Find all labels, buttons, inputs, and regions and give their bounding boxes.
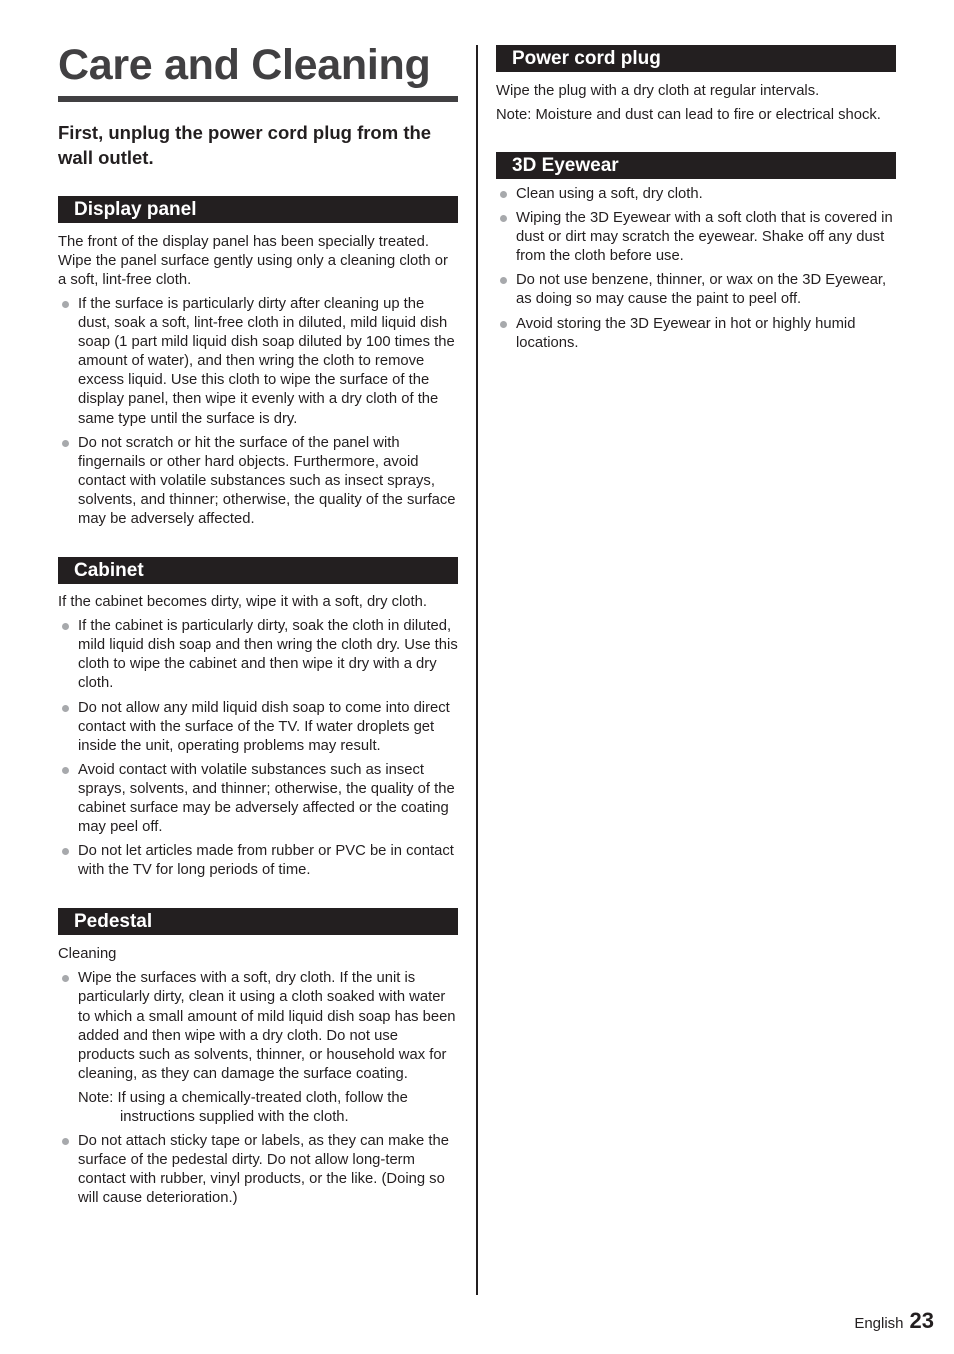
section-heading-3d-eyewear: 3D Eyewear — [496, 152, 896, 179]
bullet-icon — [62, 705, 69, 712]
footer-language: English — [854, 1315, 904, 1332]
pedestal-intro: Cleaning — [58, 946, 117, 963]
bullet-icon — [500, 321, 507, 328]
bullet-icon — [62, 1138, 69, 1145]
bullet-icon — [62, 975, 69, 982]
page-footer — [854, 1308, 934, 1334]
bullet-icon — [500, 215, 507, 222]
list-item: Do not let articles made from rubber or PVC be in contact with the TV for long periods of time. — [58, 842, 458, 880]
list-item: Avoid storing the 3D Eyewear in hot or highly humid locations. — [496, 315, 896, 353]
bullet-icon — [62, 440, 69, 447]
list-item: Do not scratch or hit the surface of the panel with fingernails or other hard objects. Furthermore, avoid contact with volatile substances such as insect sprays, solvents, and thinner; otherwise, the quality of the surface may be adversely affected. — [58, 434, 458, 529]
list-item: Avoid contact with volatile substances such as insect sprays, solvents, and thinner; otherwise, the quality of the cabinet surface may be adversely affected or the coating may peel off. — [58, 761, 458, 837]
bullet-icon — [500, 277, 507, 284]
lead-instruction: First, unplug the power cord plug from the wall outlet. — [58, 122, 432, 168]
eyewear-list — [496, 185, 896, 353]
pedestal-note: Note: If using a chemically-treated cloth, follow the instructions supplied with the cloth. — [78, 1089, 408, 1125]
cabinet-intro: If the cabinet becomes dirty, wipe it with a soft, dry cloth. — [58, 594, 427, 611]
page-number: 23 — [909, 1308, 934, 1333]
left-column — [58, 40, 458, 1208]
bullet-icon — [62, 767, 69, 774]
section-heading-pedestal: Pedestal — [58, 908, 458, 935]
list-item: Do not allow any mild liquid dish soap to come into direct contact with the surface of the TV. If water droplets get inside the unit, operating problems may result. — [58, 699, 458, 756]
page-title: Care and Cleaning — [58, 40, 458, 102]
section-heading-display-panel: Display panel — [58, 196, 458, 223]
section-heading-power-cord-plug: Power cord plug — [496, 45, 896, 72]
power-cord-text: Wipe the plug with a dry cloth at regular intervals. — [496, 83, 820, 99]
bullet-icon — [62, 848, 69, 855]
list-item: Do not use benzene, thinner, or wax on the 3D Eyewear, as doing so may cause the paint to peel off. — [496, 271, 896, 309]
cabinet-list — [58, 617, 458, 880]
display-panel-intro: The front of the display panel has been specially treated. Wipe the panel surface gently using only a cleaning cloth or a soft, lint-free cloth. — [58, 234, 448, 288]
list-item: Do not attach sticky tape or labels, as they can make the surface of the pedestal dirty. Do not allow long-term contact with rubber, vinyl products, or the like. (Doing so will cause deterioration.) — [58, 1132, 458, 1208]
list-item: If the cabinet is particularly dirty, soak the cloth in diluted, mild liquid dish soap and then wring the cloth dry. Use this cloth to wipe the cabinet and then wipe it dry with a dry cloth. — [58, 617, 458, 693]
list-item: If the surface is particularly dirty after cleaning up the dust, soak a soft, lint-free cloth in diluted, mild liquid dish soap (1 part mild liquid dish soap diluted by 100 times the amount of water), and then wring the cloth to remove excess liquid. Use this cloth to wipe the surface of the display panel, then wipe it evenly with a dry cloth of the same type until the surface is dry. — [58, 295, 458, 429]
column-divider — [476, 45, 478, 1295]
display-panel-list — [58, 295, 458, 529]
bullet-icon — [62, 301, 69, 308]
section-heading-cabinet: Cabinet — [58, 557, 458, 584]
pedestal-list — [58, 969, 458, 1208]
list-item: Wiping the 3D Eyewear with a soft cloth that is covered in dust or dirt may scratch the eyewear. Shake off any dust from the cloth before use. — [496, 209, 896, 266]
right-column — [496, 45, 896, 353]
bullet-icon — [500, 191, 507, 198]
bullet-icon — [62, 623, 69, 630]
power-cord-note: Note: Moisture and dust can lead to fire or electrical shock. — [496, 107, 881, 123]
list-item: Clean using a soft, dry cloth. — [496, 185, 896, 204]
list-item: Wipe the surfaces with a soft, dry cloth. If the unit is particularly dirty, clean it using a cloth soaked with water to which a small amount of mild liquid dish soap has been added and then wipe with a dry cloth. Do not use products such as solvents, thinner, or household wax for cleaning, as they can damage the surface coating. Note: If using a chemically-treated cloth, follow the instructions supplied with the cloth. — [58, 969, 458, 1127]
